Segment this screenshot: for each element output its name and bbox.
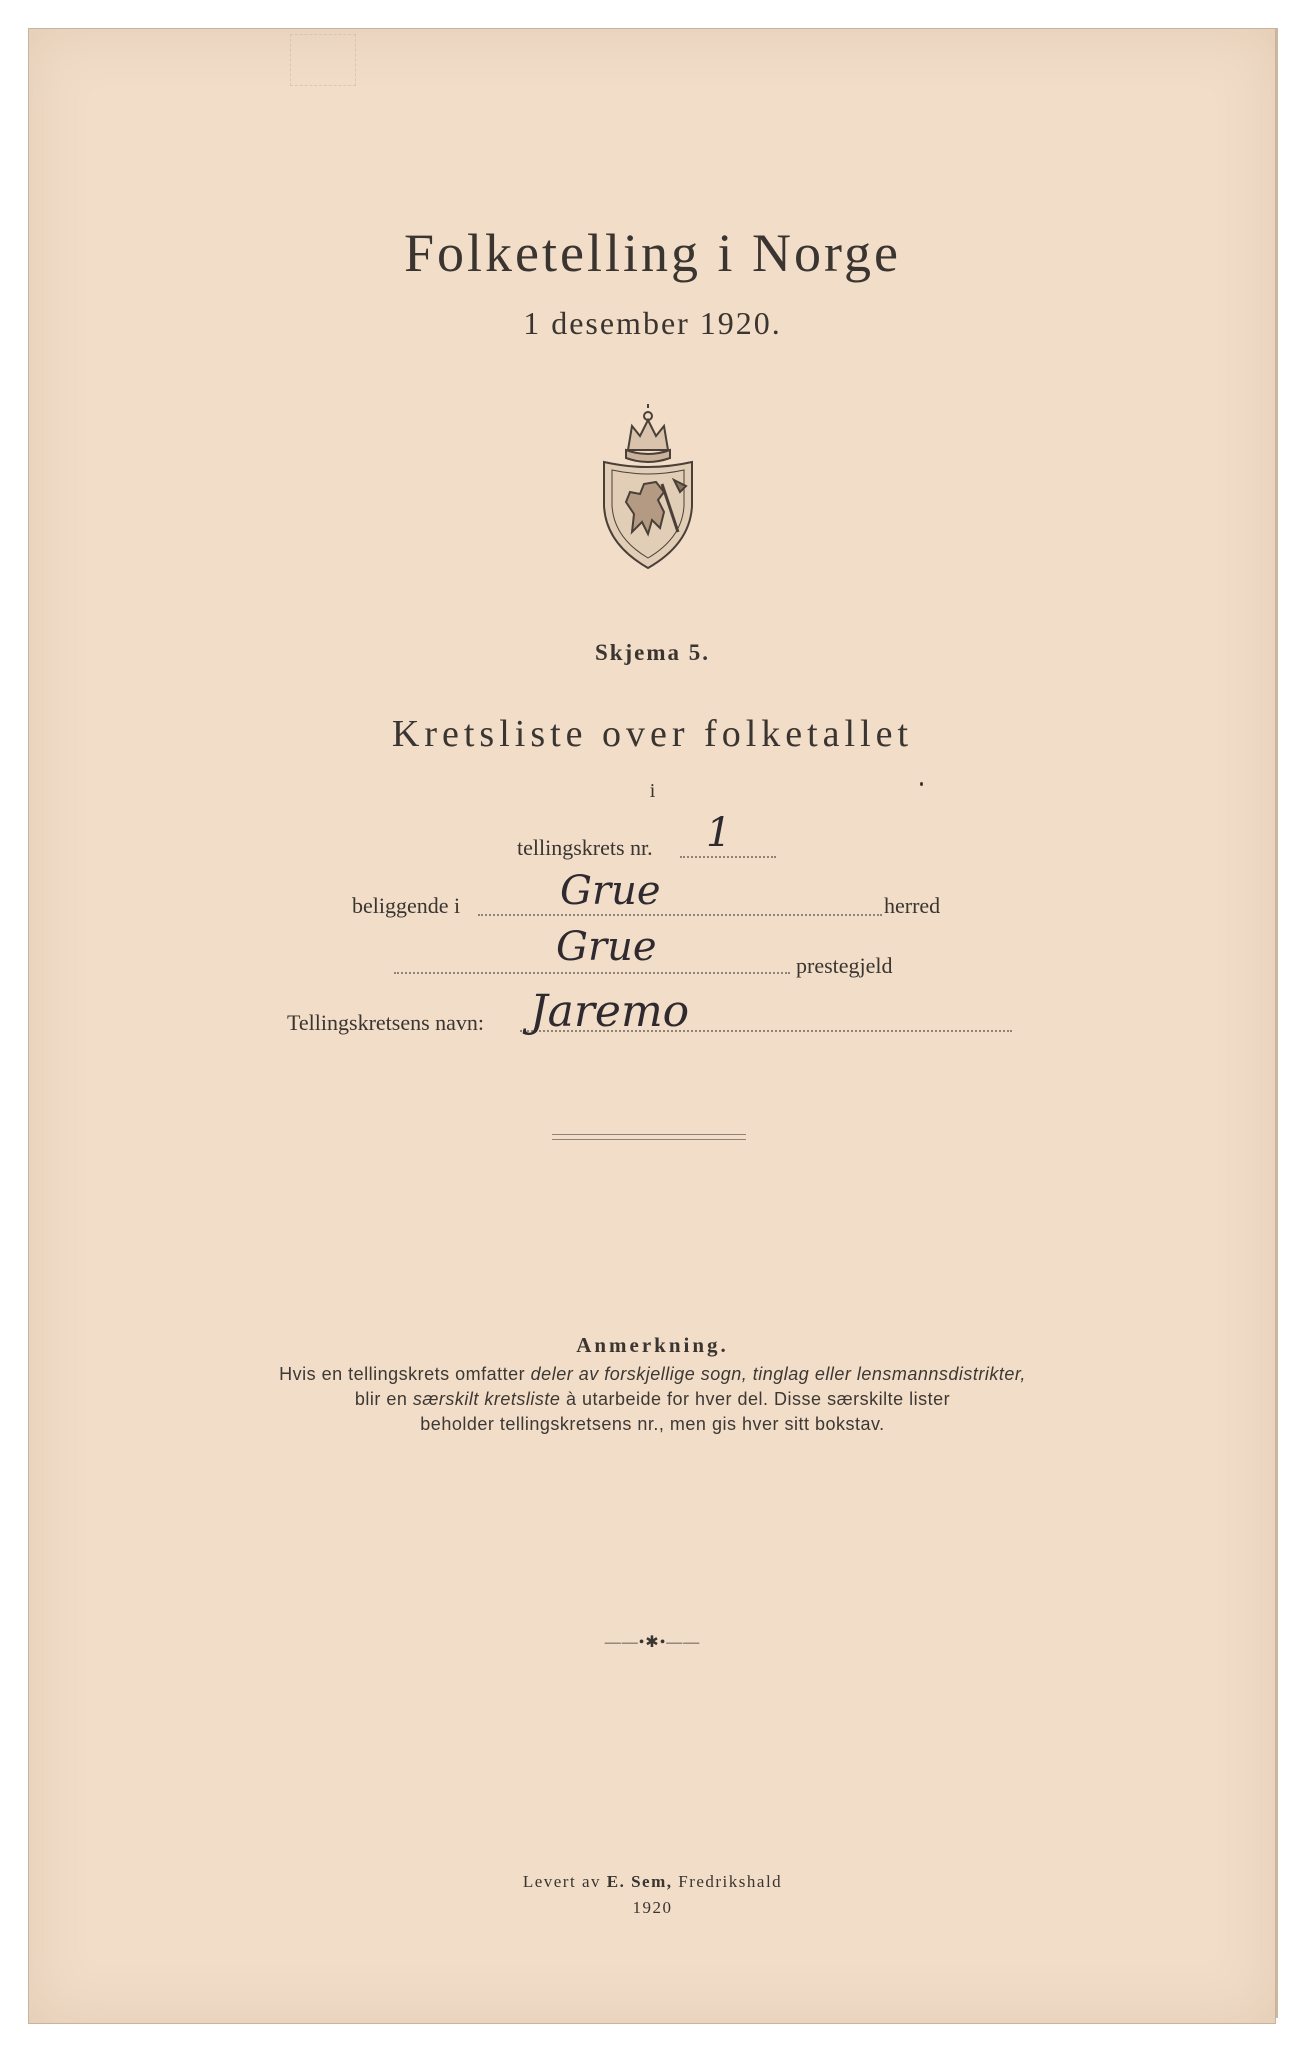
note-line-1-italic: deler av forskjellige sogn, tinglag eller lensmannsdistrikter, bbox=[530, 1364, 1026, 1384]
district-number-line bbox=[680, 856, 776, 858]
district-number-label: tellingskrets nr. bbox=[517, 835, 653, 860]
parish-value: Grue bbox=[556, 924, 657, 970]
prestegjeld-label: prestegjeld bbox=[796, 953, 893, 978]
ornament-divider: ——•✱•—— bbox=[604, 1634, 701, 1651]
page-title: Folketelling i Norge bbox=[404, 223, 901, 283]
tape-mark bbox=[290, 34, 356, 86]
printer-name: E. Sem, bbox=[606, 1872, 673, 1891]
divider-rule bbox=[552, 1134, 746, 1140]
printer-year: 1920 bbox=[632, 1898, 673, 1917]
municipality-label: beliggende i bbox=[352, 893, 461, 918]
norwegian-coat-of-arms-icon bbox=[594, 402, 702, 577]
district-name-value: Jaremo bbox=[530, 986, 690, 1037]
note-line-3: beholder tellingskretsens nr., men gis hver sitt bokstav. bbox=[420, 1414, 885, 1434]
connector-text: i bbox=[649, 780, 656, 802]
printer-line bbox=[0, 1872, 1305, 1892]
note-title: Anmerkning. bbox=[576, 1333, 729, 1357]
district-number-value: 1 bbox=[706, 810, 732, 856]
printer-place: Fredrikshald bbox=[672, 1872, 783, 1891]
municipality-line bbox=[478, 914, 882, 916]
ink-dot bbox=[920, 782, 923, 786]
note-line-1 bbox=[0, 1364, 1305, 1385]
municipality-value: Grue bbox=[560, 868, 661, 914]
herred-label: herred bbox=[884, 893, 941, 918]
note-line-2-text-a: blir en bbox=[354, 1389, 413, 1409]
note-line-2-italic: særskilt kretsliste bbox=[412, 1389, 561, 1409]
page-subtitle: 1 desember 1920. bbox=[523, 305, 782, 341]
printer-prefix: Levert av bbox=[522, 1872, 607, 1891]
form-heading: Kretsliste over folketallet bbox=[391, 713, 914, 755]
note-line-2 bbox=[0, 1389, 1305, 1410]
note-line-1-text: Hvis en tellingskrets omfatter bbox=[279, 1364, 531, 1384]
district-name-label: Tellingskretsens navn: bbox=[287, 1010, 485, 1035]
note-line-2-text-b: à utarbeide for hver del. Disse særskilte lister bbox=[560, 1389, 951, 1409]
parish-line bbox=[394, 972, 790, 974]
schema-number: Skjema 5. bbox=[594, 640, 711, 665]
